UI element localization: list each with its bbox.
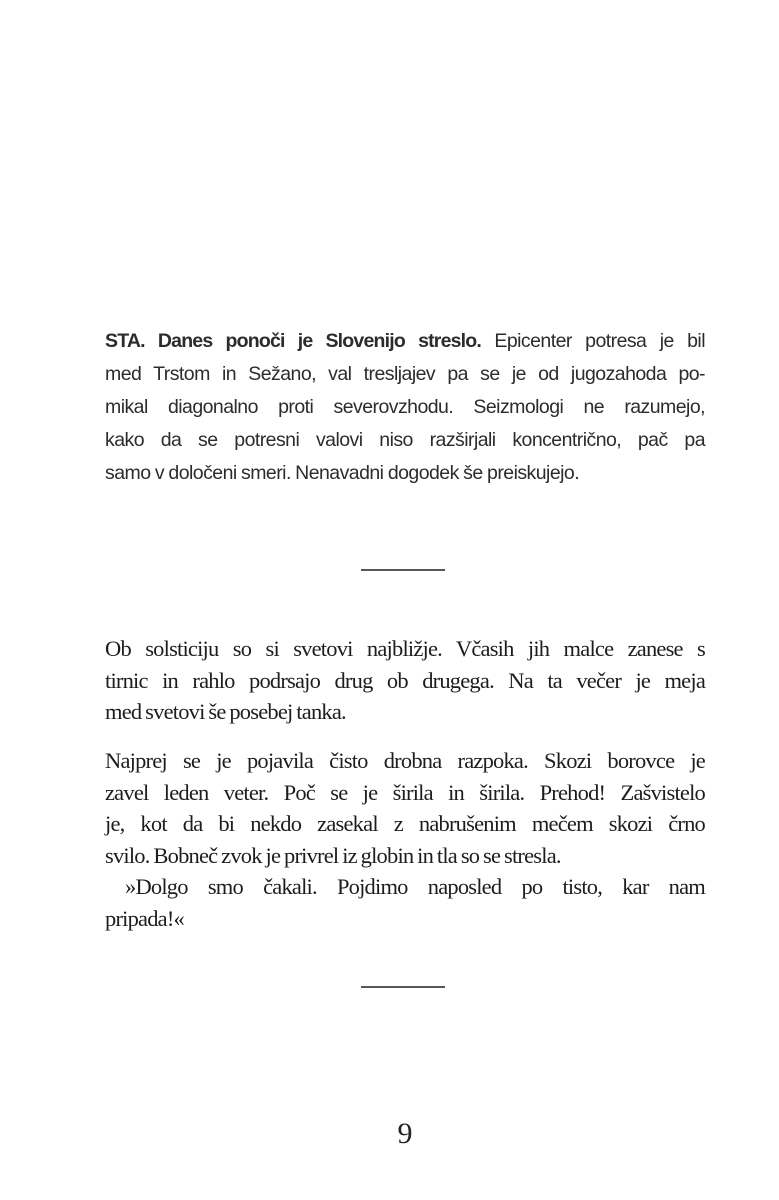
news-line-1-rest: Epicenter potresa je bil [481,330,705,352]
story-1-line-3: med svetovi še posebej tanka. [105,699,346,724]
news-line-1 [105,325,705,358]
section-divider-top [361,569,445,571]
story-paragraph-1 [105,633,705,728]
news-line-3: mikal diagonalno proti severovzhodu. Seizmologi ne razumejo, [105,396,705,418]
story-1-line-1: Ob solsticiju so si svetovi najbližje. Včasih jih malce zanese s [105,636,705,661]
story-2-line-1: Najprej se je pojavila čisto drobna razpoka. Skozi borovce je [105,748,705,773]
story-paragraph-2 [105,745,705,934]
news-line-4: kako da se potresni valovi niso razširjali koncentrično, pač pa [105,429,705,451]
story-2-line-3: je, kot da bi nekdo zasekal z nabrušenim mečem skozi črno [105,811,705,836]
page-number: 9 [397,1117,413,1150]
story-1-line-2: tirnic in rahlo podrsajo drug ob drugega. Na ta večer je meja [105,667,705,693]
story-dialogue-line-1: »Dolgo smo čakali. Pojdimo naposled po tisto, kar nam [125,874,705,899]
news-line-2: med Trstom in Sežano, val tresljajev pa se je od jugozahoda po- [105,363,705,385]
section-divider-bottom [361,986,445,988]
news-paragraph [105,325,705,490]
news-lead-bold: STA. Danes ponoči je Slovenijo streslo. [105,330,482,352]
story-dialogue-line-2: pripada!« [105,905,185,931]
story-2-line-4: svilo. Bobneč zvok je privrel iz globin in tla so se stresla. [105,842,561,868]
news-line-5: samo v določeni smeri. Nenavadni dogodek še preiskujejo. [105,462,580,484]
story-2-line-2: zavel leden veter. Poč se je širila in širila. Prehod! Zašvistelo [105,779,705,805]
